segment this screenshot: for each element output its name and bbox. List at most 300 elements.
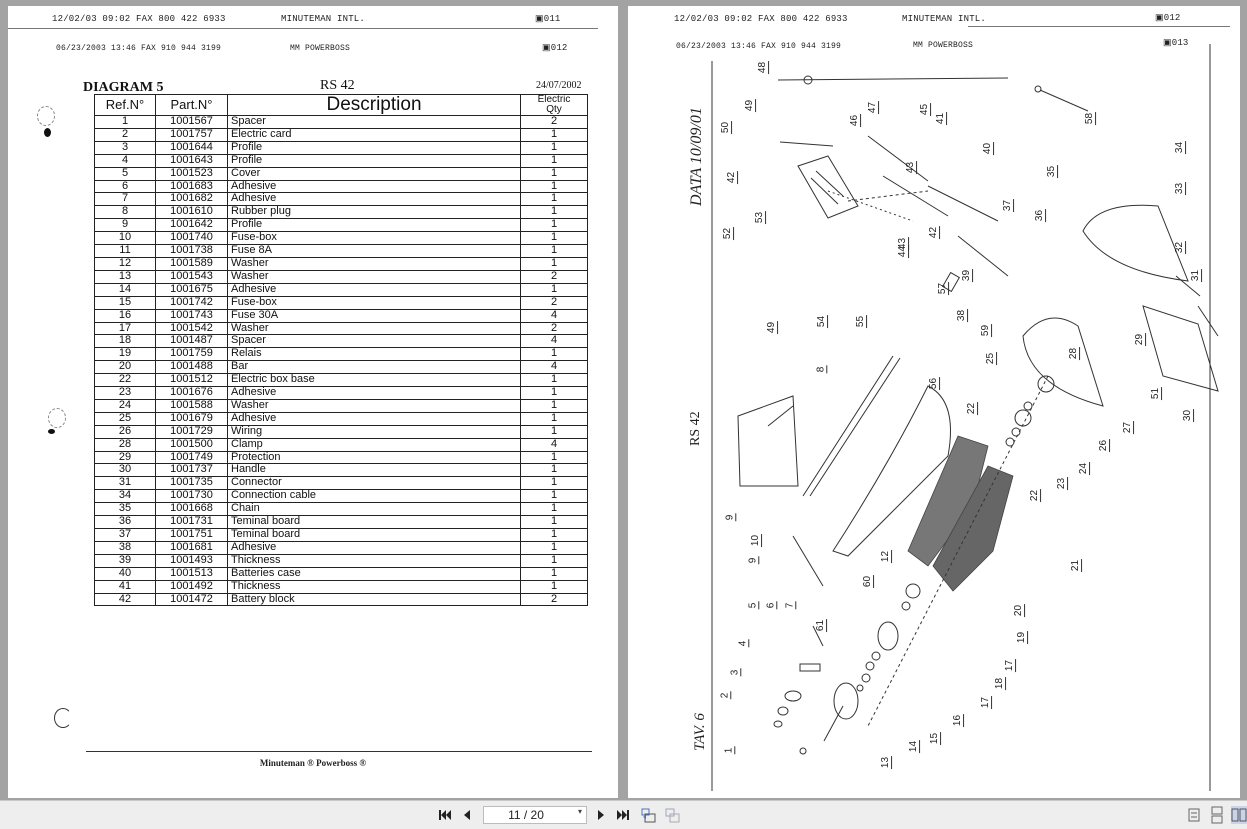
part-number-cell: 1001681 — [156, 541, 228, 554]
callout-number: 9 — [747, 557, 759, 564]
callout-number: 24 — [1078, 462, 1090, 475]
table-row — [95, 232, 588, 245]
col-qty: Electric Qty — [521, 95, 588, 116]
first-page-button[interactable] — [438, 807, 452, 823]
callout-number: 4 — [737, 640, 749, 647]
description-cell: Protection — [228, 451, 521, 464]
page-left-parts-list — [8, 6, 618, 798]
description-cell: Washer — [228, 270, 521, 283]
callout-number: 17 — [980, 696, 992, 709]
ref-cell: 17 — [95, 322, 156, 335]
callout-number: 50 — [720, 121, 732, 134]
callout-number: 18 — [994, 677, 1006, 690]
qty-cell: 1 — [521, 425, 588, 438]
qty-cell: 4 — [521, 309, 588, 322]
description-cell: Electric card — [228, 128, 521, 141]
part-number-cell: 1001488 — [156, 361, 228, 374]
table-row — [95, 451, 588, 464]
qty-cell: 1 — [521, 464, 588, 477]
table-row — [95, 387, 588, 400]
fax-icon: ▣ — [1163, 38, 1172, 48]
table-row — [95, 399, 588, 412]
compare-pages-button[interactable] — [664, 807, 680, 823]
part-number-cell: 1001676 — [156, 387, 228, 400]
callout-number: 12 — [880, 550, 892, 563]
description-cell: Fuse 30A — [228, 309, 521, 322]
ref-cell: 1 — [95, 116, 156, 129]
fax-header-line1: 12/02/03 09:02 FAX 800 422 6933 — [674, 14, 848, 24]
qty-cell: 1 — [521, 490, 588, 503]
table-row — [95, 309, 588, 322]
description-cell: Adhesive — [228, 180, 521, 193]
ref-cell: 4 — [95, 154, 156, 167]
table-row — [95, 361, 588, 374]
qty-cell: 1 — [521, 232, 588, 245]
qty-cell: 1 — [521, 128, 588, 141]
first-page-icon — [439, 809, 451, 821]
qty-cell: 2 — [521, 322, 588, 335]
callout-number: 49 — [744, 99, 756, 112]
part-number-cell: 1001737 — [156, 464, 228, 477]
drawing-date-label: DATA 10/09/01 — [688, 107, 705, 206]
callout-number: 61 — [815, 619, 827, 632]
col-description: Description — [228, 95, 521, 116]
part-number-cell: 1001742 — [156, 296, 228, 309]
ref-cell: 38 — [95, 541, 156, 554]
table-row — [95, 503, 588, 516]
qty-cell: 1 — [521, 167, 588, 180]
part-number-cell: 1001683 — [156, 180, 228, 193]
callout-number: 47 — [867, 101, 879, 114]
table-row — [95, 141, 588, 154]
table-row — [95, 477, 588, 490]
table-row — [95, 348, 588, 361]
part-number-cell: 1001487 — [156, 335, 228, 348]
punch-hole-mark — [44, 128, 51, 137]
two-page-icon — [1231, 806, 1247, 824]
description-cell: Thickness — [228, 580, 521, 593]
callout-number: 35 — [1046, 165, 1058, 178]
fax-date-time: 12/02/03 09:02 FAX 800 422 6933 — [52, 14, 226, 24]
callout-number: 27 — [1122, 421, 1134, 434]
callout-number: 36 — [1034, 209, 1046, 222]
description-cell: Rubber plug — [228, 206, 521, 219]
description-cell: Electric box base — [228, 374, 521, 387]
callout-number: 10 — [750, 534, 762, 547]
table-row — [95, 128, 588, 141]
callout-number: 43 — [897, 237, 909, 250]
qty-cell: 1 — [521, 154, 588, 167]
document-date: 24/07/2002 — [536, 80, 582, 91]
parts-table-body — [95, 116, 588, 606]
table-row — [95, 412, 588, 425]
punch-hole-mark — [37, 106, 55, 126]
qty-cell: 1 — [521, 245, 588, 258]
fax-company-2: MM POWERBOSS — [290, 44, 351, 53]
description-cell: Profile — [228, 219, 521, 232]
description-cell: Handle — [228, 464, 521, 477]
description-cell: Connector — [228, 477, 521, 490]
ref-cell: 31 — [95, 477, 156, 490]
ref-cell: 13 — [95, 270, 156, 283]
callout-number: 22 — [966, 402, 978, 415]
description-cell: Batteries case — [228, 567, 521, 580]
qty-cell: 1 — [521, 141, 588, 154]
table-row — [95, 567, 588, 580]
part-number-cell: 1001493 — [156, 554, 228, 567]
table-row — [95, 541, 588, 554]
callout-number: 55 — [855, 315, 867, 328]
callout-number: 30 — [1182, 409, 1194, 422]
description-cell: Relais — [228, 348, 521, 361]
table-row — [95, 322, 588, 335]
part-number-cell: 1001543 — [156, 270, 228, 283]
table-row — [95, 154, 588, 167]
footer-rule — [86, 751, 592, 752]
callout-number: 26 — [1098, 439, 1110, 452]
part-number-cell: 1001588 — [156, 399, 228, 412]
ref-cell: 42 — [95, 593, 156, 606]
ref-cell: 41 — [95, 580, 156, 593]
part-number-cell: 1001492 — [156, 580, 228, 593]
ref-cell: 28 — [95, 438, 156, 451]
table-row — [95, 593, 588, 606]
qty-cell: 1 — [521, 193, 588, 206]
next-page-icon — [597, 809, 605, 821]
part-number-cell: 1001679 — [156, 412, 228, 425]
ref-cell: 24 — [95, 399, 156, 412]
callout-number: 38 — [956, 309, 968, 322]
part-number-cell: 1001731 — [156, 516, 228, 529]
callout-number: 41 — [935, 112, 947, 125]
qty-cell: 1 — [521, 348, 588, 361]
ref-cell: 2 — [95, 128, 156, 141]
ref-cell: 40 — [95, 567, 156, 580]
description-cell: Battery block — [228, 593, 521, 606]
part-number-cell: 1001682 — [156, 193, 228, 206]
ref-cell: 11 — [95, 245, 156, 258]
callout-number: 13 — [880, 756, 892, 769]
part-number-cell: 1001749 — [156, 451, 228, 464]
callout-number: 17 — [1004, 659, 1016, 672]
description-cell: Fuse 8A — [228, 245, 521, 258]
callout-number: 23 — [1056, 477, 1068, 490]
part-number-cell: 1001567 — [156, 116, 228, 129]
callout-number: 29 — [1134, 333, 1146, 346]
description-cell: Profile — [228, 154, 521, 167]
ref-cell: 7 — [95, 193, 156, 206]
ref-cell: 3 — [95, 141, 156, 154]
qty-cell: 1 — [521, 516, 588, 529]
ref-cell: 36 — [95, 516, 156, 529]
qty-cell: 1 — [521, 257, 588, 270]
callout-number: 20 — [1013, 604, 1025, 617]
fax-icon: ▣ — [1155, 13, 1164, 23]
part-number-cell: 1001757 — [156, 128, 228, 141]
continuous-view-button[interactable] — [1209, 806, 1225, 824]
two-page-view-button[interactable] — [1231, 806, 1247, 824]
callout-number: 3 — [729, 669, 741, 676]
qty-cell: 1 — [521, 374, 588, 387]
drawing-table-label: TAV. 6 — [692, 713, 708, 751]
callout-number: 16 — [952, 714, 964, 727]
punch-hole-mark — [54, 708, 72, 728]
callout-number: 34 — [1174, 141, 1186, 154]
description-cell: Teminal board — [228, 516, 521, 529]
ref-cell: 34 — [95, 490, 156, 503]
ref-cell: 26 — [95, 425, 156, 438]
compare-icon — [665, 808, 680, 823]
part-number-cell: 1001523 — [156, 167, 228, 180]
callout-number: 54 — [816, 315, 828, 328]
description-cell: Cover — [228, 167, 521, 180]
callout-number: 28 — [1068, 347, 1080, 360]
ref-cell: 19 — [95, 348, 156, 361]
description-cell: Thickness — [228, 554, 521, 567]
part-number-cell: 1001730 — [156, 490, 228, 503]
qty-cell: 2 — [521, 593, 588, 606]
callout-number: 49 — [766, 321, 778, 334]
footer-brand: Minuteman ® Powerboss ® — [259, 758, 367, 768]
fax-header-line2: 06/23/2003 13:46 FAX 910 944 3199 — [676, 42, 842, 51]
callout-number: 53 — [754, 211, 766, 224]
previous-page-button[interactable] — [462, 807, 472, 823]
qty-cell: 1 — [521, 412, 588, 425]
table-row — [95, 270, 588, 283]
qty-cell: 1 — [521, 219, 588, 232]
part-number-cell: 1001675 — [156, 283, 228, 296]
last-page-button[interactable] — [616, 807, 630, 823]
ref-cell: 16 — [95, 309, 156, 322]
page-number-value: 11 / 20 — [508, 808, 544, 822]
parts-table — [94, 94, 588, 606]
description-cell: Fuse-box — [228, 232, 521, 245]
table-row — [95, 464, 588, 477]
qty-cell: 1 — [521, 180, 588, 193]
table-header-row — [95, 95, 588, 116]
description-cell: Spacer — [228, 116, 521, 129]
part-number-cell: 1001472 — [156, 593, 228, 606]
callout-number: 9 — [724, 514, 736, 521]
description-cell: Washer — [228, 399, 521, 412]
table-row — [95, 283, 588, 296]
ref-cell: 20 — [95, 361, 156, 374]
ref-cell: 6 — [95, 180, 156, 193]
next-page-button[interactable] — [596, 807, 606, 823]
part-number-cell: 1001738 — [156, 245, 228, 258]
part-number-cell: 1001542 — [156, 322, 228, 335]
description-cell: Washer — [228, 257, 521, 270]
part-number-cell: 1001751 — [156, 529, 228, 542]
fax-company: MINUTEMAN INTL. — [902, 14, 987, 24]
qty-cell: 1 — [521, 529, 588, 542]
chevron-down-icon: ▾ — [577, 807, 582, 816]
callout-number: 5 — [747, 602, 759, 609]
ref-cell: 29 — [95, 451, 156, 464]
ref-cell: 15 — [95, 296, 156, 309]
table-row — [95, 180, 588, 193]
continuous-page-icon — [1209, 806, 1225, 824]
callout-number: 25 — [985, 352, 997, 365]
part-number-cell: 1001644 — [156, 141, 228, 154]
part-number-cell: 1001589 — [156, 257, 228, 270]
description-cell: Adhesive — [228, 283, 521, 296]
callout-number: 42 — [726, 171, 738, 184]
qty-cell: 2 — [521, 296, 588, 309]
part-number-cell: 1001500 — [156, 438, 228, 451]
callout-number: 60 — [862, 575, 874, 588]
table-row — [95, 206, 588, 219]
description-cell: Fuse-box — [228, 296, 521, 309]
part-number-cell: 1001643 — [156, 154, 228, 167]
callout-number: 6 — [765, 602, 777, 609]
table-row — [95, 116, 588, 129]
description-cell: Spacer — [228, 335, 521, 348]
description-cell: Adhesive — [228, 412, 521, 425]
ref-cell: 12 — [95, 257, 156, 270]
callout-number: 39 — [961, 269, 973, 282]
qty-cell: 1 — [521, 387, 588, 400]
qty-cell: 1 — [521, 399, 588, 412]
part-number-cell: 1001735 — [156, 477, 228, 490]
callout-number: 31 — [1190, 269, 1202, 282]
single-page-view-button[interactable] — [1186, 806, 1202, 824]
callout-number: 22 — [1029, 489, 1041, 502]
callout-number: 8 — [815, 366, 827, 373]
table-row — [95, 425, 588, 438]
ref-cell: 18 — [95, 335, 156, 348]
callout-number: 2 — [719, 692, 731, 699]
ref-cell: 5 — [95, 167, 156, 180]
callout-number: 57 — [937, 282, 949, 295]
table-row — [95, 257, 588, 270]
table-row — [95, 516, 588, 529]
fax-rule — [8, 28, 598, 29]
qty-cell: 1 — [521, 567, 588, 580]
part-number-cell: 1001729 — [156, 425, 228, 438]
fax-page-number-2: ▣012 — [542, 43, 568, 53]
part-number-cell: 1001642 — [156, 219, 228, 232]
page-right-exploded-diagram — [628, 6, 1240, 798]
part-number-cell: 1001513 — [156, 567, 228, 580]
qty-cell: 4 — [521, 361, 588, 374]
table-row — [95, 580, 588, 593]
ref-cell: 39 — [95, 554, 156, 567]
table-row — [95, 167, 588, 180]
part-number-cell: 1001512 — [156, 374, 228, 387]
callout-number: 45 — [919, 103, 931, 116]
viewer-toolbar — [0, 800, 1247, 829]
callout-number: 19 — [1016, 631, 1028, 644]
callout-number: 21 — [1070, 559, 1082, 572]
fax-header-line2: 06/23/2003 13:46 FAX 910 944 3199 — [56, 44, 222, 53]
page-number-select[interactable] — [483, 806, 587, 824]
qty-cell: 1 — [521, 541, 588, 554]
ref-cell: 37 — [95, 529, 156, 542]
ref-cell: 10 — [95, 232, 156, 245]
qty-cell: 4 — [521, 438, 588, 451]
table-row — [95, 554, 588, 567]
part-number-cell: 1001668 — [156, 503, 228, 516]
callout-number: 40 — [982, 142, 994, 155]
qty-cell: 1 — [521, 451, 588, 464]
punch-hole-mark — [48, 429, 55, 434]
part-number-cell: 1001610 — [156, 206, 228, 219]
callout-number: 43 — [905, 161, 917, 174]
drawing-model-label: RS 42 — [688, 411, 703, 446]
part-number-cell: 1001759 — [156, 348, 228, 361]
callout-number: 42 — [928, 226, 940, 239]
ref-cell: 14 — [95, 283, 156, 296]
callout-number: 56 — [928, 377, 940, 390]
callout-number: 59 — [980, 324, 992, 337]
description-cell: Adhesive — [228, 541, 521, 554]
callout-number: 46 — [849, 114, 861, 127]
punch-hole-mark — [48, 408, 66, 428]
callout-number: 37 — [1002, 199, 1014, 212]
ref-cell: 8 — [95, 206, 156, 219]
description-cell: Adhesive — [228, 387, 521, 400]
callout-number: 14 — [908, 740, 920, 753]
callout-number: 48 — [757, 61, 769, 74]
table-row — [95, 490, 588, 503]
part-number-cell: 1001743 — [156, 309, 228, 322]
table-row — [95, 296, 588, 309]
model-name: RS 42 — [320, 78, 355, 93]
description-cell: Profile — [228, 141, 521, 154]
last-page-icon — [617, 809, 629, 821]
fax-page-number-2: ▣013 — [1163, 38, 1189, 48]
col-ref: Ref.N° — [95, 95, 156, 116]
table-row — [95, 438, 588, 451]
ref-cell: 30 — [95, 464, 156, 477]
ref-cell: 9 — [95, 219, 156, 232]
description-cell: Clamp — [228, 438, 521, 451]
table-row — [95, 193, 588, 206]
callout-number: 7 — [784, 602, 796, 609]
page-layout-icon — [641, 808, 656, 823]
fax-company-2: MM POWERBOSS — [913, 41, 974, 50]
fax-company: MINUTEMAN INTL. — [281, 14, 366, 24]
ref-cell: 35 — [95, 503, 156, 516]
description-cell: Teminal board — [228, 529, 521, 542]
fax-page-number: ▣011 — [535, 14, 561, 24]
ref-cell: 23 — [95, 387, 156, 400]
callout-number: 44 — [897, 245, 909, 258]
callout-number: 52 — [722, 227, 734, 240]
table-row — [95, 219, 588, 232]
fax-icon: ▣ — [542, 43, 551, 53]
part-number-cell: 1001740 — [156, 232, 228, 245]
qty-cell: 1 — [521, 206, 588, 219]
qty-cell: 1 — [521, 503, 588, 516]
qty-cell: 1 — [521, 554, 588, 567]
previous-page-icon — [463, 809, 471, 821]
qty-cell: 1 — [521, 477, 588, 490]
table-row — [95, 529, 588, 542]
diagram-title: DIAGRAM 5 — [83, 80, 164, 95]
table-row — [95, 335, 588, 348]
qty-cell: 1 — [521, 580, 588, 593]
fax-header-line1 — [52, 14, 226, 24]
single-page-icon — [1186, 806, 1202, 824]
description-cell: Connection cable — [228, 490, 521, 503]
ref-cell: 25 — [95, 412, 156, 425]
qty-cell: 2 — [521, 270, 588, 283]
ref-cell: 22 — [95, 374, 156, 387]
rotate-page-button[interactable] — [640, 807, 656, 823]
description-cell: Adhesive — [228, 193, 521, 206]
